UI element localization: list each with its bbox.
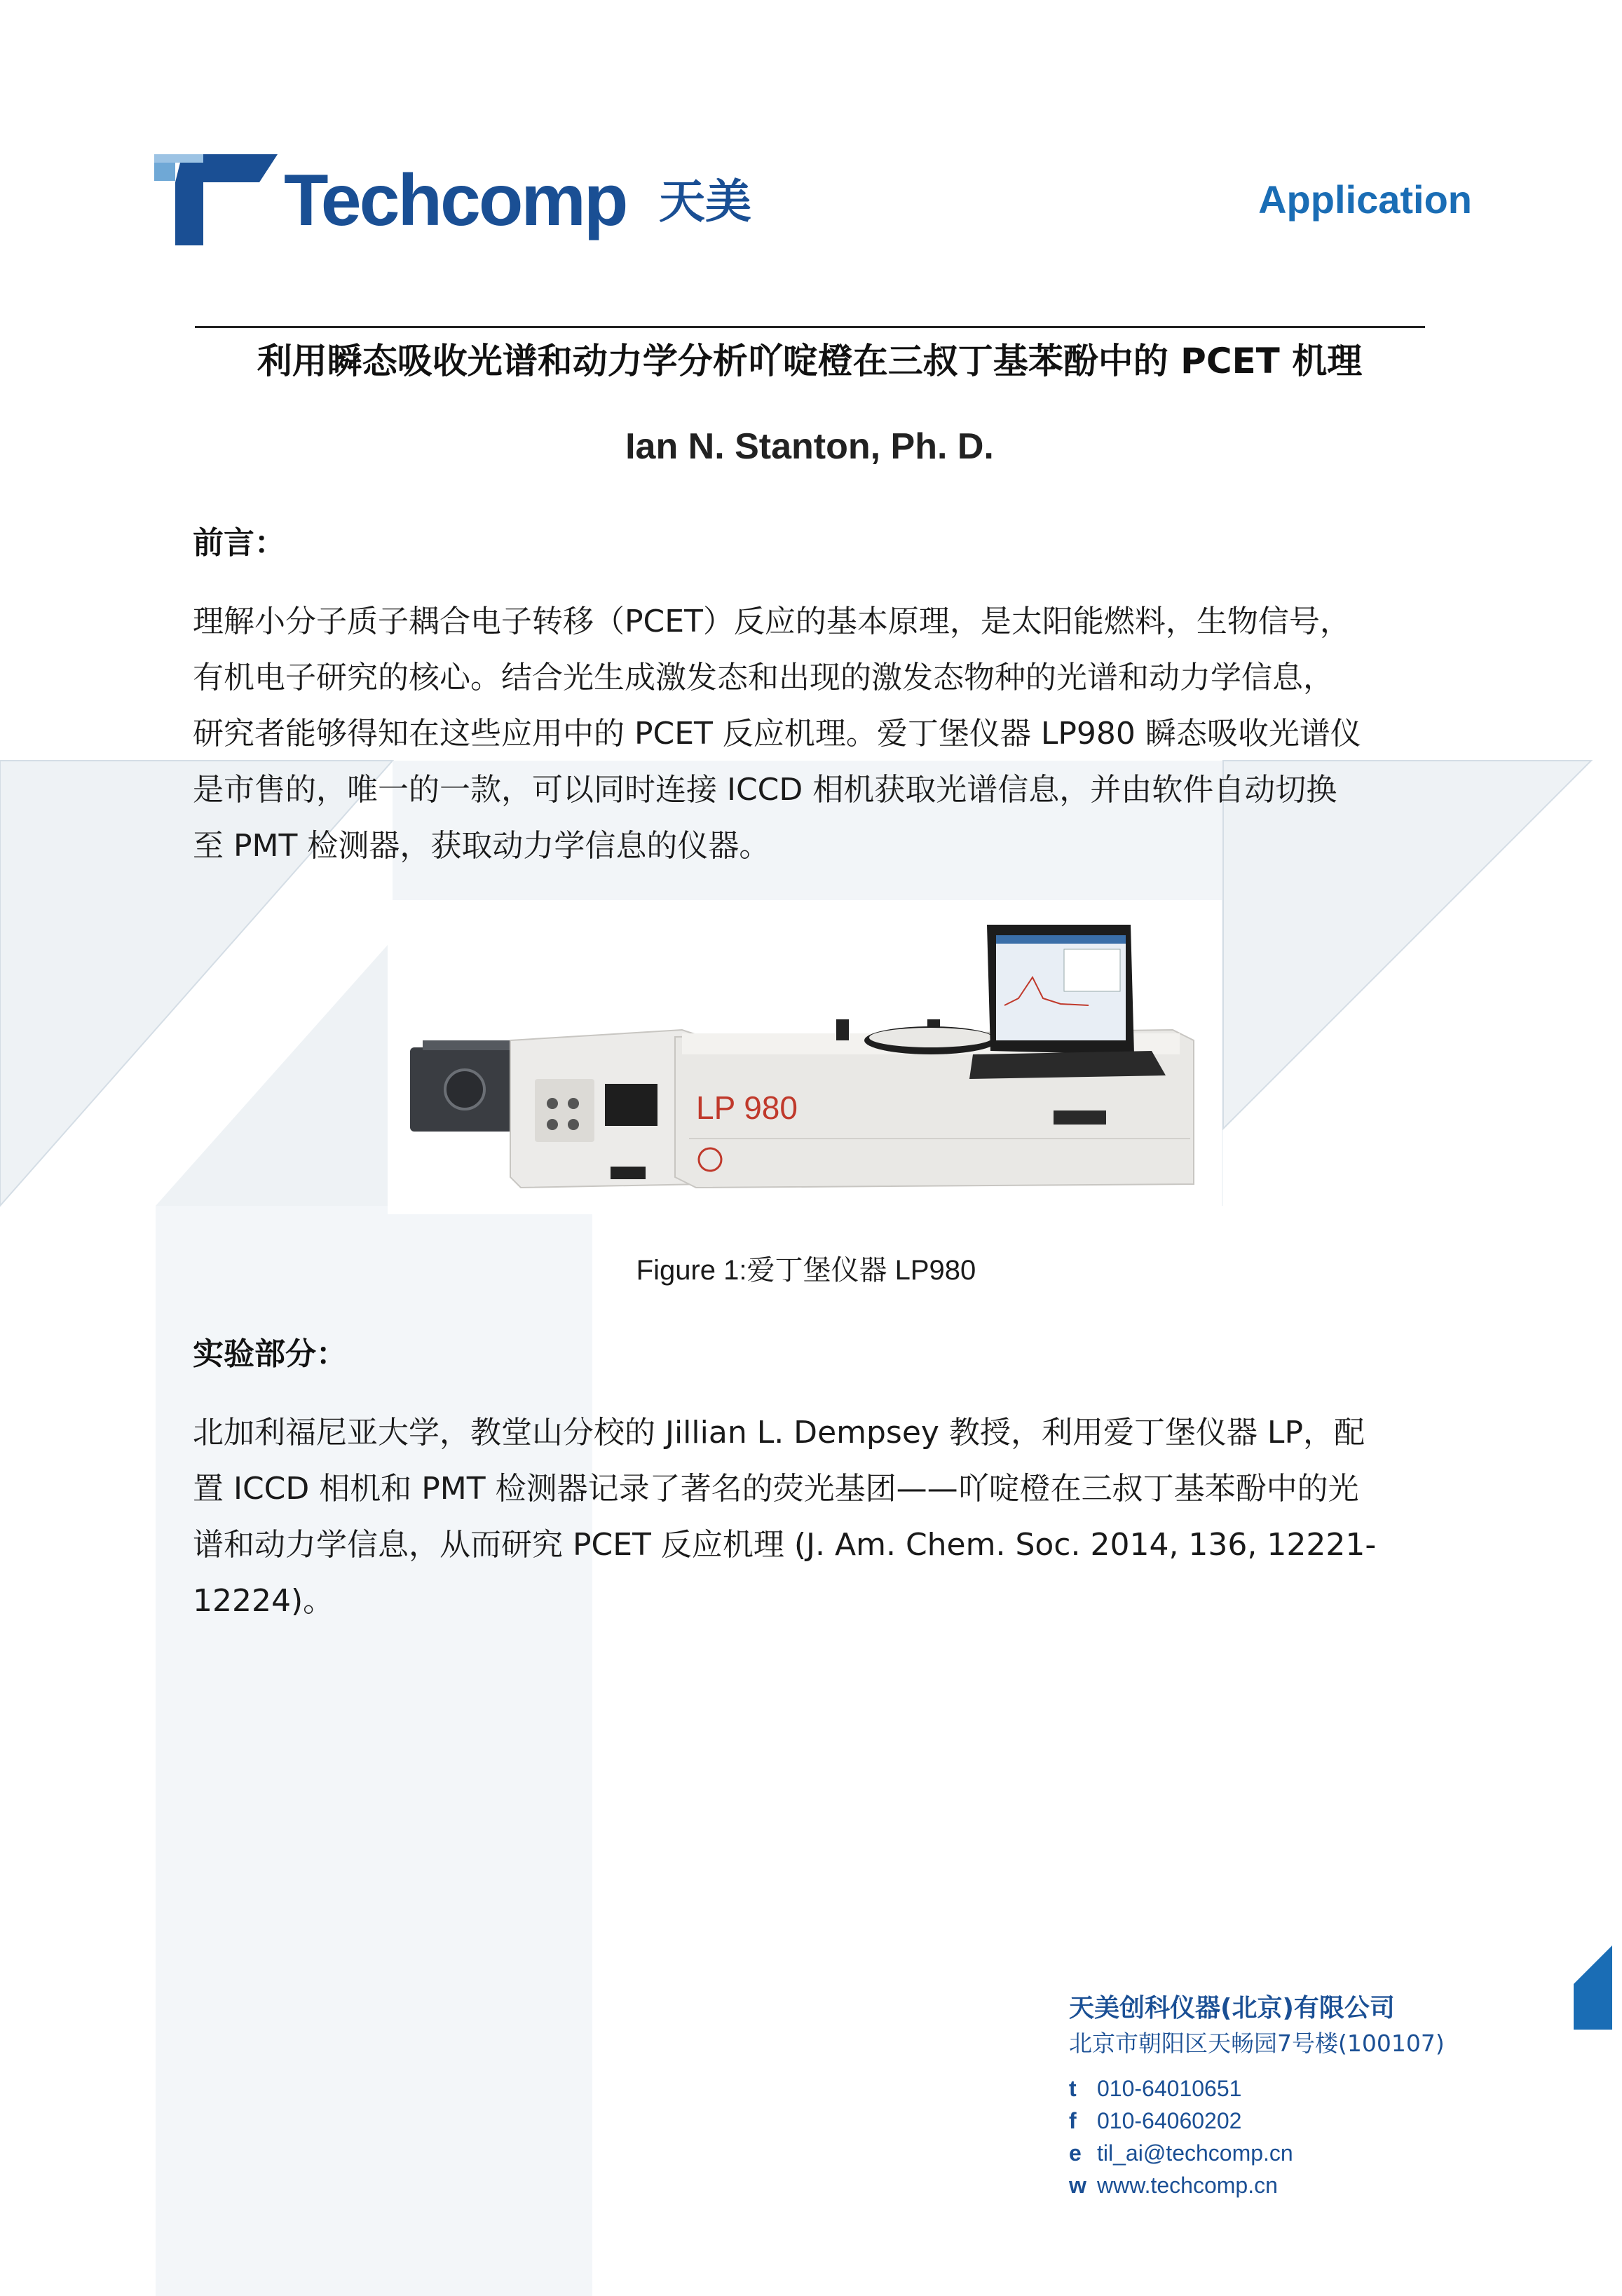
intro-paragraph bbox=[193, 594, 1447, 874]
email-link[interactable]: til_ai@techcomp.cn bbox=[1097, 2140, 1293, 2166]
lp980-label: LP 980 bbox=[696, 1089, 798, 1126]
title-divider bbox=[195, 326, 1425, 328]
lp980-instrument-figure bbox=[388, 900, 1222, 1214]
experiment-line: 北加利福尼亚大学，教堂山分校的 Jillian L. Dempsey 教授，利用爱丁堡仪器 LP，配 bbox=[193, 1415, 1365, 1451]
contact-phone bbox=[1069, 2072, 1490, 2105]
contact-website[interactable] bbox=[1069, 2169, 1490, 2201]
experiment-heading: 实验部分： bbox=[193, 1336, 347, 1372]
experiment-paragraph bbox=[193, 1405, 1447, 1629]
company-name: 天美创科仪器(北京)有限公司 bbox=[1069, 1994, 1395, 2023]
contact-email[interactable] bbox=[1069, 2137, 1490, 2169]
contact-block bbox=[1069, 1991, 1490, 2201]
section-label: Application bbox=[1258, 177, 1472, 222]
intro-heading: 前言： bbox=[193, 525, 285, 561]
intro-line: 理解小分子质子耦合电子转移（PCET）反应的基本原理，是太阳能燃料，生物信号， bbox=[193, 604, 1351, 639]
experiment-line: 12224)。 bbox=[193, 1583, 334, 1619]
intro-line: 是市售的，唯一的一款，可以同时连接 ICCD 相机获取光谱信息，并由软件自动切换 bbox=[193, 772, 1337, 808]
experiment-line: 置 ICCD 相机和 PMT 检测器记录了著名的荧光基团——吖啶橙在三叔丁基苯酚中的光 bbox=[193, 1471, 1359, 1507]
contact-label: f bbox=[1069, 2108, 1077, 2133]
phone-value: 010-64010651 bbox=[1097, 2076, 1242, 2101]
contact-label: t bbox=[1069, 2076, 1077, 2101]
techcomp-t-mark-icon bbox=[154, 154, 280, 245]
techcomp-logo bbox=[154, 154, 785, 245]
figure-caption: Figure 1:爱丁堡仪器 LP980 bbox=[636, 1255, 976, 1286]
contact-label: e bbox=[1069, 2140, 1082, 2166]
intro-line: 研究者能够得知在这些应用中的 PCET 反应机理。爱丁堡仪器 LP980 瞬态吸收光谱仪 bbox=[193, 716, 1361, 752]
company-address: 北京市朝阳区天畅园7号楼(100107) bbox=[1069, 2030, 1445, 2057]
contact-label: w bbox=[1069, 2173, 1086, 2198]
contact-fax bbox=[1069, 2105, 1490, 2137]
lp980-instrument-illustration bbox=[388, 900, 1222, 1214]
article-title: 利用瞬态吸收光谱和动力学分析吖啶橙在三叔丁基苯酚中的 PCET 机理 bbox=[257, 341, 1363, 381]
website-link[interactable]: www.techcomp.cn bbox=[1097, 2173, 1278, 2198]
logo-wordmark: Techcomp bbox=[284, 160, 627, 241]
intro-line: 至 PMT 检测器，获取动力学信息的仪器。 bbox=[193, 828, 770, 864]
logo-chinese-name: 天美 bbox=[659, 175, 751, 229]
article-author: Ian N. Stanton, Ph. D. bbox=[625, 426, 994, 467]
experiment-line: 谱和动力学信息，从而研究 PCET 反应机理 (J. Am. Chem. Soc. 2014, 136, 12221- bbox=[193, 1527, 1377, 1563]
intro-line: 有机电子研究的核心。结合光生成激发态和出现的激发态物种的光谱和动力学信息， bbox=[193, 660, 1334, 695]
fax-value: 010-64060202 bbox=[1097, 2108, 1242, 2133]
